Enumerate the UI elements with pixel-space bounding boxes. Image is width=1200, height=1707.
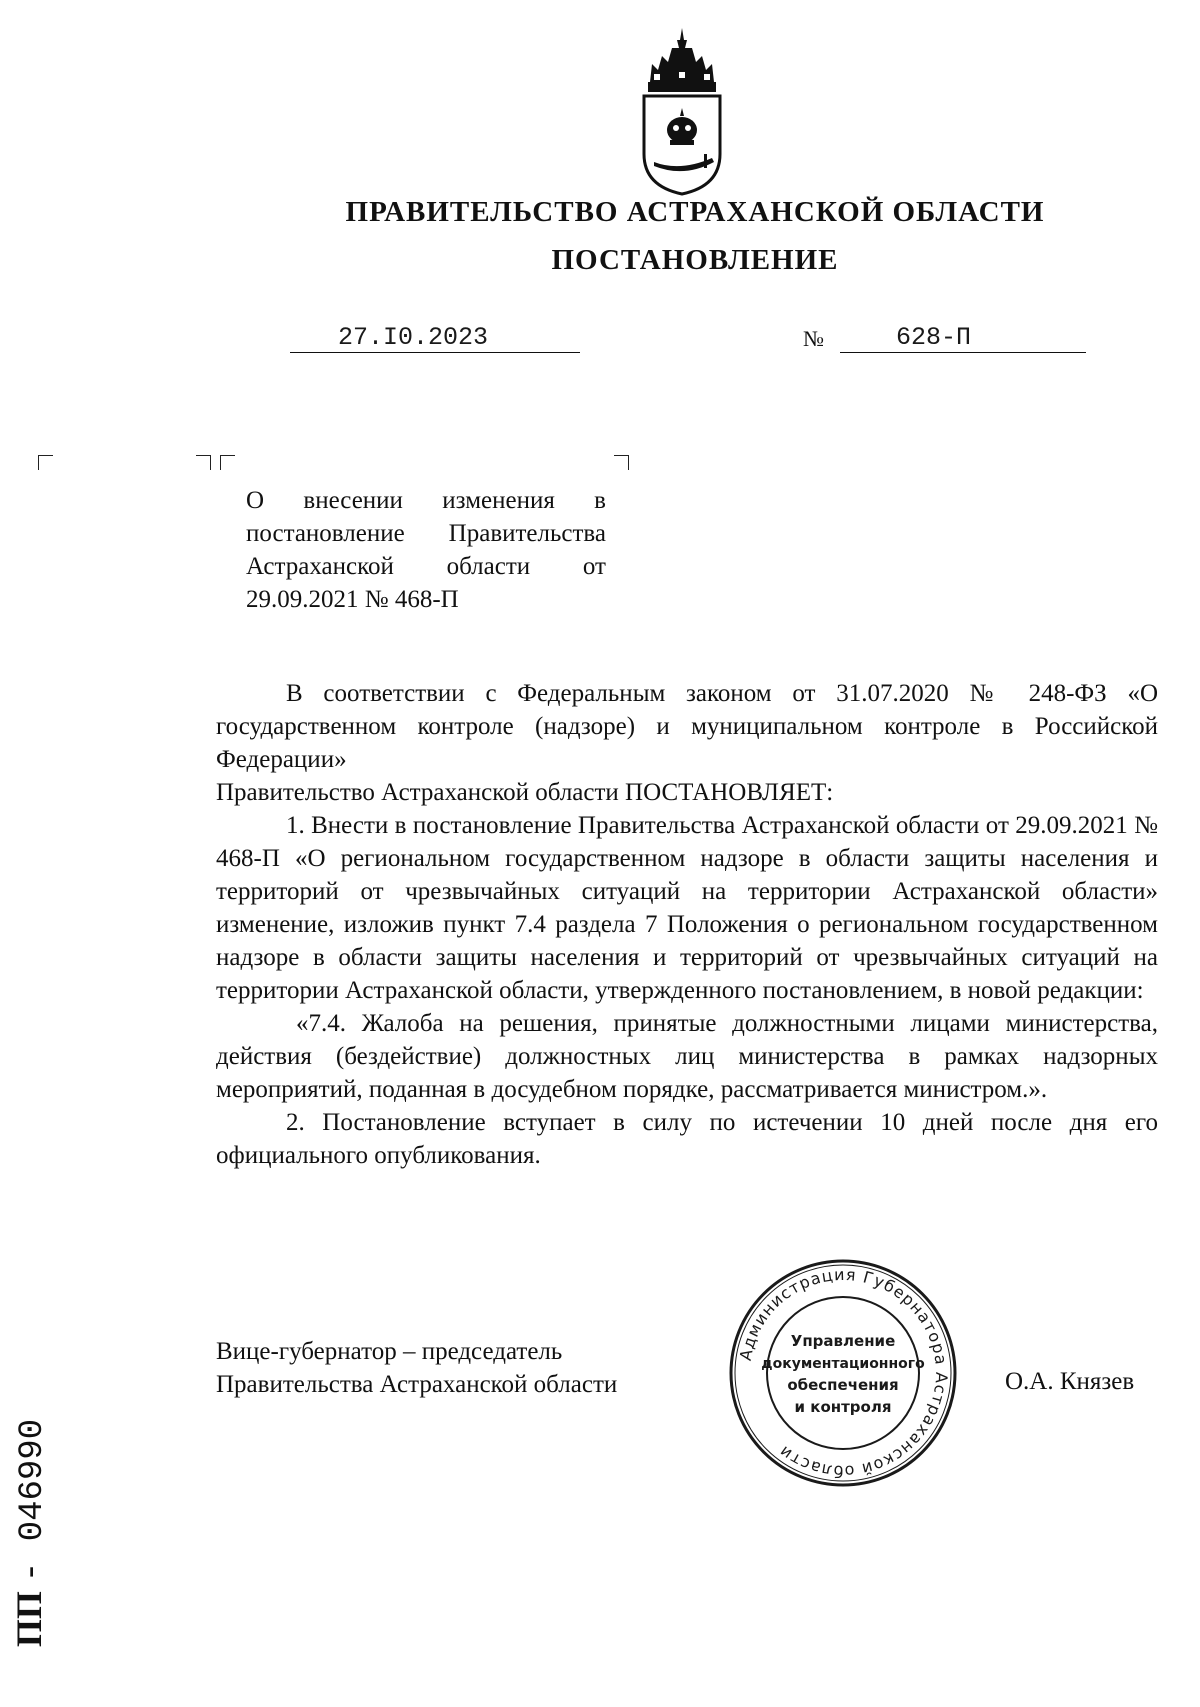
stamp-inner-line-1: Управление (790, 1332, 896, 1350)
corner-mark-left (38, 455, 53, 470)
decree-paragraph: Правительство Астраханской области ПОСТАНОВЛЯЕТ: (216, 779, 834, 806)
number-sign: № (803, 326, 824, 351)
astrakhan-coat-of-arms-emblem (640, 26, 724, 196)
document-body (216, 677, 1158, 1172)
registration-series: ПП (9, 1591, 49, 1648)
signatory-title-line-2: Правительства Астраханской области (216, 1371, 618, 1398)
stamp-inner-line-4: и контроля (794, 1398, 892, 1416)
corner-mark-subject-right (614, 455, 629, 470)
date-underline (290, 352, 580, 353)
preamble-paragraph: В соответствии с Федеральным законом от 31.07.2020 № 248-ФЗ «О государственном контроле (надзоре) и муниципальном контроле в Российской Федерации» (216, 680, 1158, 773)
number-underline (840, 352, 1086, 353)
signatory-title-line-1: Вице-губернатор – председатель (216, 1338, 563, 1365)
government-heading: ПРАВИТЕЛЬСТВО АСТРАХАНСКОЙ ОБЛАСТИ (345, 196, 1045, 228)
document-date: 27.I0.2023 (338, 323, 489, 352)
stamp-inner-line-2: документационного (761, 1356, 925, 1372)
stamp-outer-text: Администрация Губернатора Астраханской области (735, 1264, 952, 1482)
corner-mark-subject-left-a (196, 455, 211, 470)
item-1-paragraph: 1. Внести в постановление Правительства Астраханской области от 29.09.2021 № 468-П «О региональном государственном надзоре в области защиты населения и территорий от чрезвычайных ситуаций на территории Астраханской области» изменение, изложив пункт 7.4 раздела 7 Положения о региональном государственном надзоре в области защиты населения и территорий от чрезвычайных ситуаций на территории Астраханской области, утвержденного постановлением, в новой редакции: (216, 812, 1158, 1004)
document-number: 628-П (896, 323, 972, 352)
registration-number: - 046990 (14, 1418, 52, 1583)
registration-code (0, 1383, 60, 1683)
signatory-title (216, 1335, 736, 1401)
signatory-name: О.А. Князев (1005, 1368, 1135, 1395)
official-stamp (728, 1258, 958, 1488)
corner-mark-subject-left-b (220, 455, 235, 470)
document-subject: О внесении изменения в постановление Правительства Астраханской области от 29.09.2021 № 468-П (246, 487, 606, 613)
stamp-inner-line-3: обеспечения (787, 1376, 899, 1394)
document-type-heading: ПОСТАНОВЛЕНИЕ (551, 244, 839, 276)
item-1-quote-paragraph: «7.4. Жалоба на решения, принятые должностными лицами министерства, действия (бездействие) должностных лиц министерства в рамках надзорных мероприятий, поданная в досудебном порядке, рассматривается министром.». (216, 1010, 1158, 1103)
item-2-paragraph: 2. Постановление вступает в силу по истечении 10 дней после дня его официального опубликования. (216, 1109, 1158, 1169)
